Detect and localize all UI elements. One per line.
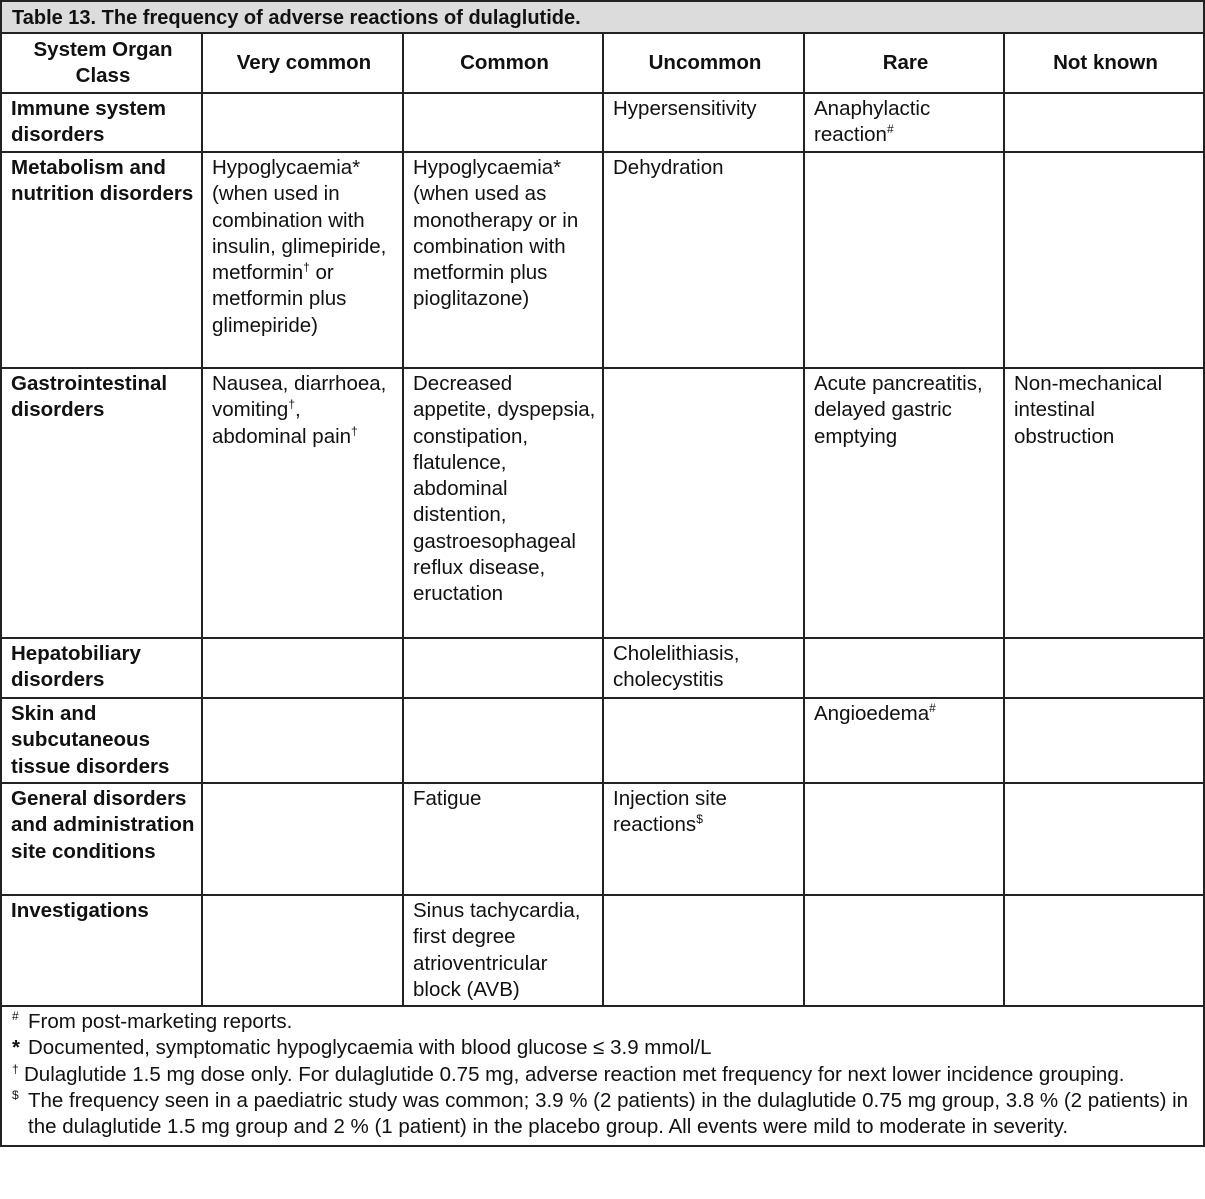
very-common-cell bbox=[202, 638, 403, 698]
soc-cell: Gastrointestinal disorders bbox=[2, 368, 202, 638]
adverse-reactions-table bbox=[2, 34, 1203, 1007]
not-known-cell bbox=[1004, 152, 1203, 368]
footnote-marker: † bbox=[351, 423, 358, 438]
very-common-text: , abdominal pain bbox=[212, 398, 352, 448]
footnote-marker bbox=[12, 1062, 24, 1088]
uncommon-cell bbox=[603, 895, 804, 1006]
footnote-marker: $ bbox=[696, 812, 703, 827]
uncommon-cell bbox=[603, 368, 804, 638]
table-row bbox=[2, 895, 1203, 1006]
footnote-text: Dulaglutide 1.5 mg dose only. For dulaglutide 0.75 mg, adverse reaction met frequency for next lower incidence grouping. bbox=[24, 1062, 1125, 1086]
uncommon-cell: Cholelithiasis, cholecystitis bbox=[603, 638, 804, 698]
footnote-hash bbox=[12, 1009, 1195, 1035]
soc-cell: General disorders and administration site conditions bbox=[2, 783, 202, 895]
common-cell: Decreased appetite, dyspepsia, constipation, flatulence, abdominal distention, gastroesophageal reflux disease, eructation bbox=[403, 368, 603, 638]
col-header-uncommon: Uncommon bbox=[603, 34, 804, 93]
rare-cell bbox=[804, 638, 1004, 698]
very-common-cell bbox=[202, 368, 403, 638]
footnote-text: From post-marketing reports. bbox=[28, 1010, 293, 1034]
footnote-marker-symbol: $ bbox=[12, 1088, 19, 1103]
not-known-cell: Non-mechanical intestinal obstruction bbox=[1004, 368, 1203, 638]
not-known-cell bbox=[1004, 783, 1203, 895]
common-cell bbox=[403, 93, 603, 152]
very-common-cell bbox=[202, 152, 403, 368]
rare-cell bbox=[804, 93, 1004, 152]
table-row bbox=[2, 638, 1203, 698]
very-common-cell bbox=[202, 93, 403, 152]
soc-cell: Skin and subcutaneous tissue disorders bbox=[2, 698, 202, 783]
rare-text: Angioedema bbox=[814, 702, 930, 725]
very-common-text: Nausea, diarrhoea, vomiting bbox=[212, 372, 387, 422]
uncommon-cell bbox=[603, 783, 804, 895]
footnote-marker bbox=[12, 1009, 28, 1035]
col-header-very-common: Very common bbox=[202, 34, 403, 93]
soc-cell: Metabolism and nutrition disorders bbox=[2, 152, 202, 368]
table-row bbox=[2, 368, 1203, 638]
uncommon-text: Injection site reactions bbox=[613, 787, 727, 837]
not-known-cell bbox=[1004, 895, 1203, 1006]
soc-cell: Investigations bbox=[2, 895, 202, 1006]
rare-cell: Acute pancreatitis, delayed gastric emptying bbox=[804, 368, 1004, 638]
footnote-marker: * bbox=[12, 1036, 20, 1060]
common-cell bbox=[403, 698, 603, 783]
very-common-text: or metformin plus glimepiride) bbox=[212, 261, 347, 337]
very-common-cell bbox=[202, 783, 403, 895]
footnote-asterisk bbox=[12, 1035, 1195, 1061]
col-header-common: Common bbox=[403, 34, 603, 93]
very-common-text: Hypoglycaemia* (when used in combination with insulin, glimepiride, metformin bbox=[212, 156, 387, 285]
table-row bbox=[2, 152, 1203, 368]
uncommon-cell bbox=[603, 698, 804, 783]
rare-cell bbox=[804, 698, 1004, 783]
footnote-marker: # bbox=[929, 701, 936, 715]
common-cell bbox=[403, 638, 603, 698]
col-header-not-known: Not known bbox=[1004, 34, 1203, 93]
common-cell: Sinus tachycardia, first degree atrioventricular block (AVB) bbox=[403, 895, 603, 1006]
soc-cell: Immune system disorders bbox=[2, 93, 202, 152]
footnote-marker-symbol: † bbox=[12, 1061, 19, 1076]
rare-text: Anaphylactic reaction bbox=[814, 97, 931, 147]
not-known-cell bbox=[1004, 638, 1203, 698]
footnote-marker: † bbox=[303, 260, 310, 275]
not-known-cell bbox=[1004, 93, 1203, 152]
footnotes bbox=[2, 1007, 1203, 1144]
rare-cell bbox=[804, 783, 1004, 895]
not-known-cell bbox=[1004, 698, 1203, 783]
rare-cell bbox=[804, 152, 1004, 368]
footnote-marker-symbol: # bbox=[12, 1009, 19, 1024]
header-row bbox=[2, 34, 1203, 93]
common-cell: Fatigue bbox=[403, 783, 603, 895]
soc-cell: Hepatobiliary disorders bbox=[2, 638, 202, 698]
footnote-dollar bbox=[12, 1088, 1195, 1141]
footnote-dagger bbox=[12, 1062, 1195, 1088]
table-caption: Table 13. The frequency of adverse reactions of dulaglutide. bbox=[2, 2, 1203, 34]
uncommon-cell: Hypersensitivity bbox=[603, 93, 804, 152]
very-common-cell bbox=[202, 895, 403, 1006]
common-cell: Hypoglycaemia* (when used as monotherapy or in combination with metformin plus pioglitazone) bbox=[403, 152, 603, 368]
footnote-marker bbox=[12, 1088, 28, 1141]
footnote-text: The frequency seen in a paediatric study was common; 3.9 % (2 patients) in the dulaglutide 0.75 mg group, 3.8 % (2 patients) in the dulaglutide 1.5 mg group and 2 % (1 patient) in the placebo group. All events were mild to moderate in severity. bbox=[28, 1089, 1189, 1139]
col-header-soc: System Organ Class bbox=[2, 34, 202, 93]
footnote-marker: # bbox=[886, 122, 894, 137]
table-row bbox=[2, 698, 1203, 783]
uncommon-cell: Dehydration bbox=[603, 152, 804, 368]
footnote-marker: † bbox=[288, 397, 296, 412]
rare-cell bbox=[804, 895, 1004, 1006]
very-common-cell bbox=[202, 698, 403, 783]
table-row bbox=[2, 783, 1203, 895]
col-header-rare: Rare bbox=[804, 34, 1004, 93]
table-row bbox=[2, 93, 1203, 152]
footnote-text: Documented, symptomatic hypoglycaemia with blood glucose ≤ 3.9 mmol/L bbox=[28, 1036, 712, 1060]
